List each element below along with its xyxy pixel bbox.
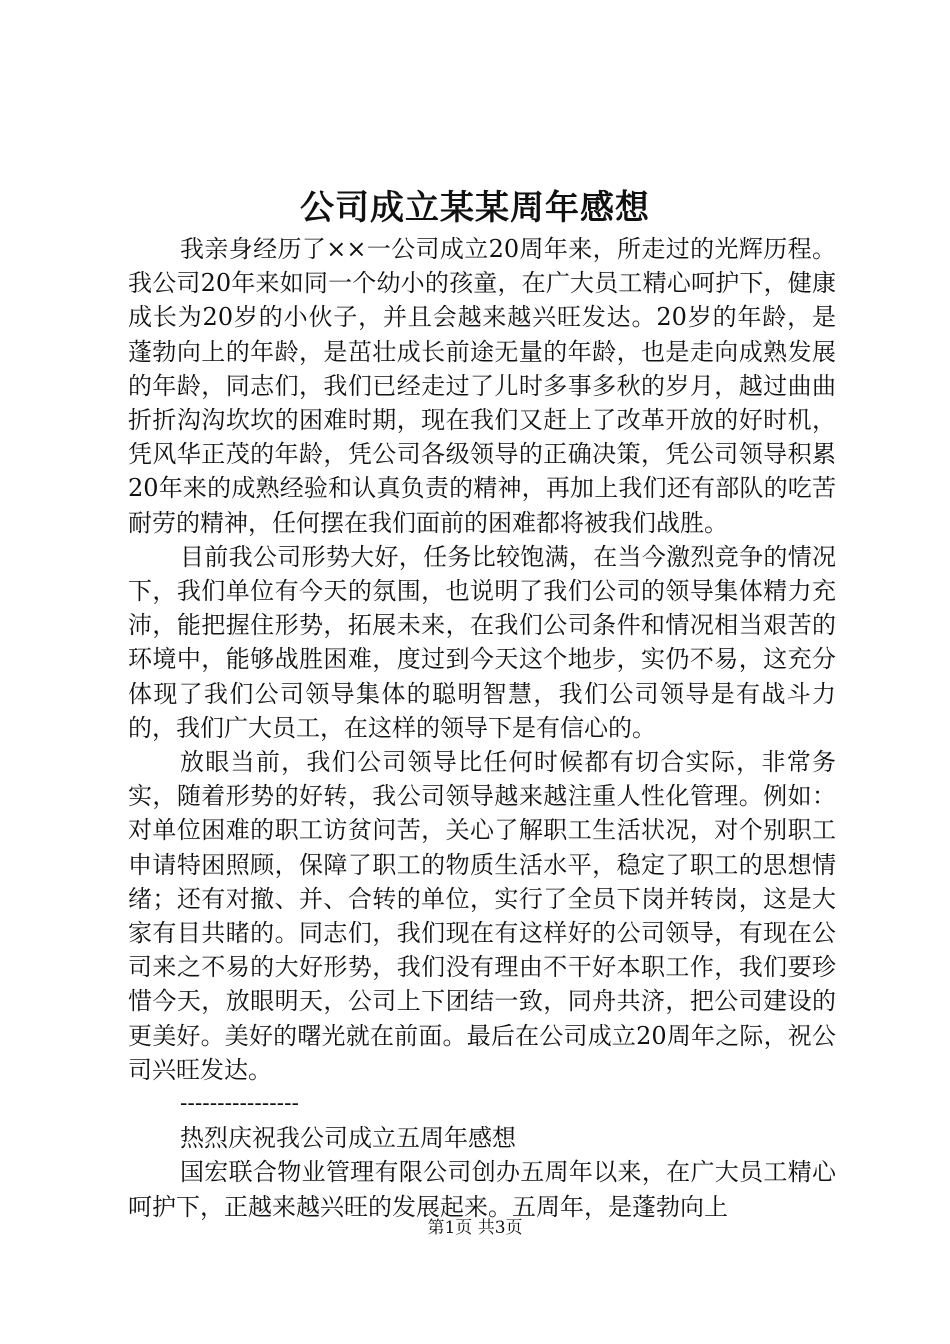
paragraph-4: 国宏联合物业管理有限公司创办五周年以来，在广大员工精心呵护下，正越来越兴旺的发展起来。五周年，是蓬勃向上 <box>128 1158 836 1221</box>
paragraph-1: 我亲身经历了××一公司成立20周年来，所走过的光辉历程。我公司20年来如同一个幼小的孩童，在广大员工精心呵护下，健康成长为20岁的小伙子，并且会越来越兴旺发达。20岁的年龄，是蓬勃向上的年龄，是茁壮成长前途无量的年龄，也是走向成熟发展的年龄，同志们，我们已经走过了儿时多事多秋的岁月，越过曲曲折折沟沟坎坎的困难时期，现在我们又赶上了改革开放的好时机，凭风华正茂的年龄，凭公司各级领导的正确决策，凭公司领导积累20年来的成熟经验和认真负责的精神，再加上我们还有部队的吃苦耐劳的精神，任何摆在我们面前的困难都将被我们战胜。 <box>128 235 836 537</box>
document-body <box>128 232 836 1224</box>
section-subheading: 热烈庆祝我公司成立五周年感想 <box>180 1124 516 1153</box>
page-footer: 第1页 共3页 <box>427 1218 523 1238</box>
section-divider: ---------------- <box>180 1091 299 1117</box>
document-title: 公司成立某某周年感想 <box>300 188 650 228</box>
paragraph-2: 目前我公司形势大好，任务比较饱满，在当今激烈竞争的情况下，我们单位有今天的氛围，也说明了我们公司的领导集体精力充沛，能把握住形势，拓展未来，在我们公司条件和情况相当艰苦的环境中，能够战胜困难，度过到今天这个地步，实仍不易，这充分体现了我们公司领导集体的聪明智慧，我们公司领导是有战斗力的，我们广大员工，在这样的领导下是有信心的。 <box>128 542 836 742</box>
paragraph-3: 放眼当前，我们公司领导比任何时候都有切合实际，非常务实，随着形势的好转，我公司领导越来越注重人性化管理。例如：对单位困难的职工访贫问苦，关心了解职工生活状况，对个别职工申请特困照顾，保障了职工的物质生活水平，稳定了职工的思想情绪；还有对撤、并、合转的单位，实行了全员下岗并转岗，这是大家有目共睹的。同志们，我们现在有这样好的公司领导，有现在公司来之不易的大好形势，我们没有理由不干好本职工作，我们要珍惜今天，放眼明天，公司上下团结一致，同舟共济，把公司建设的更美好。美好的曙光就在前面。最后在公司成立20周年之际，祝公司兴旺发达。 <box>128 748 836 1084</box>
